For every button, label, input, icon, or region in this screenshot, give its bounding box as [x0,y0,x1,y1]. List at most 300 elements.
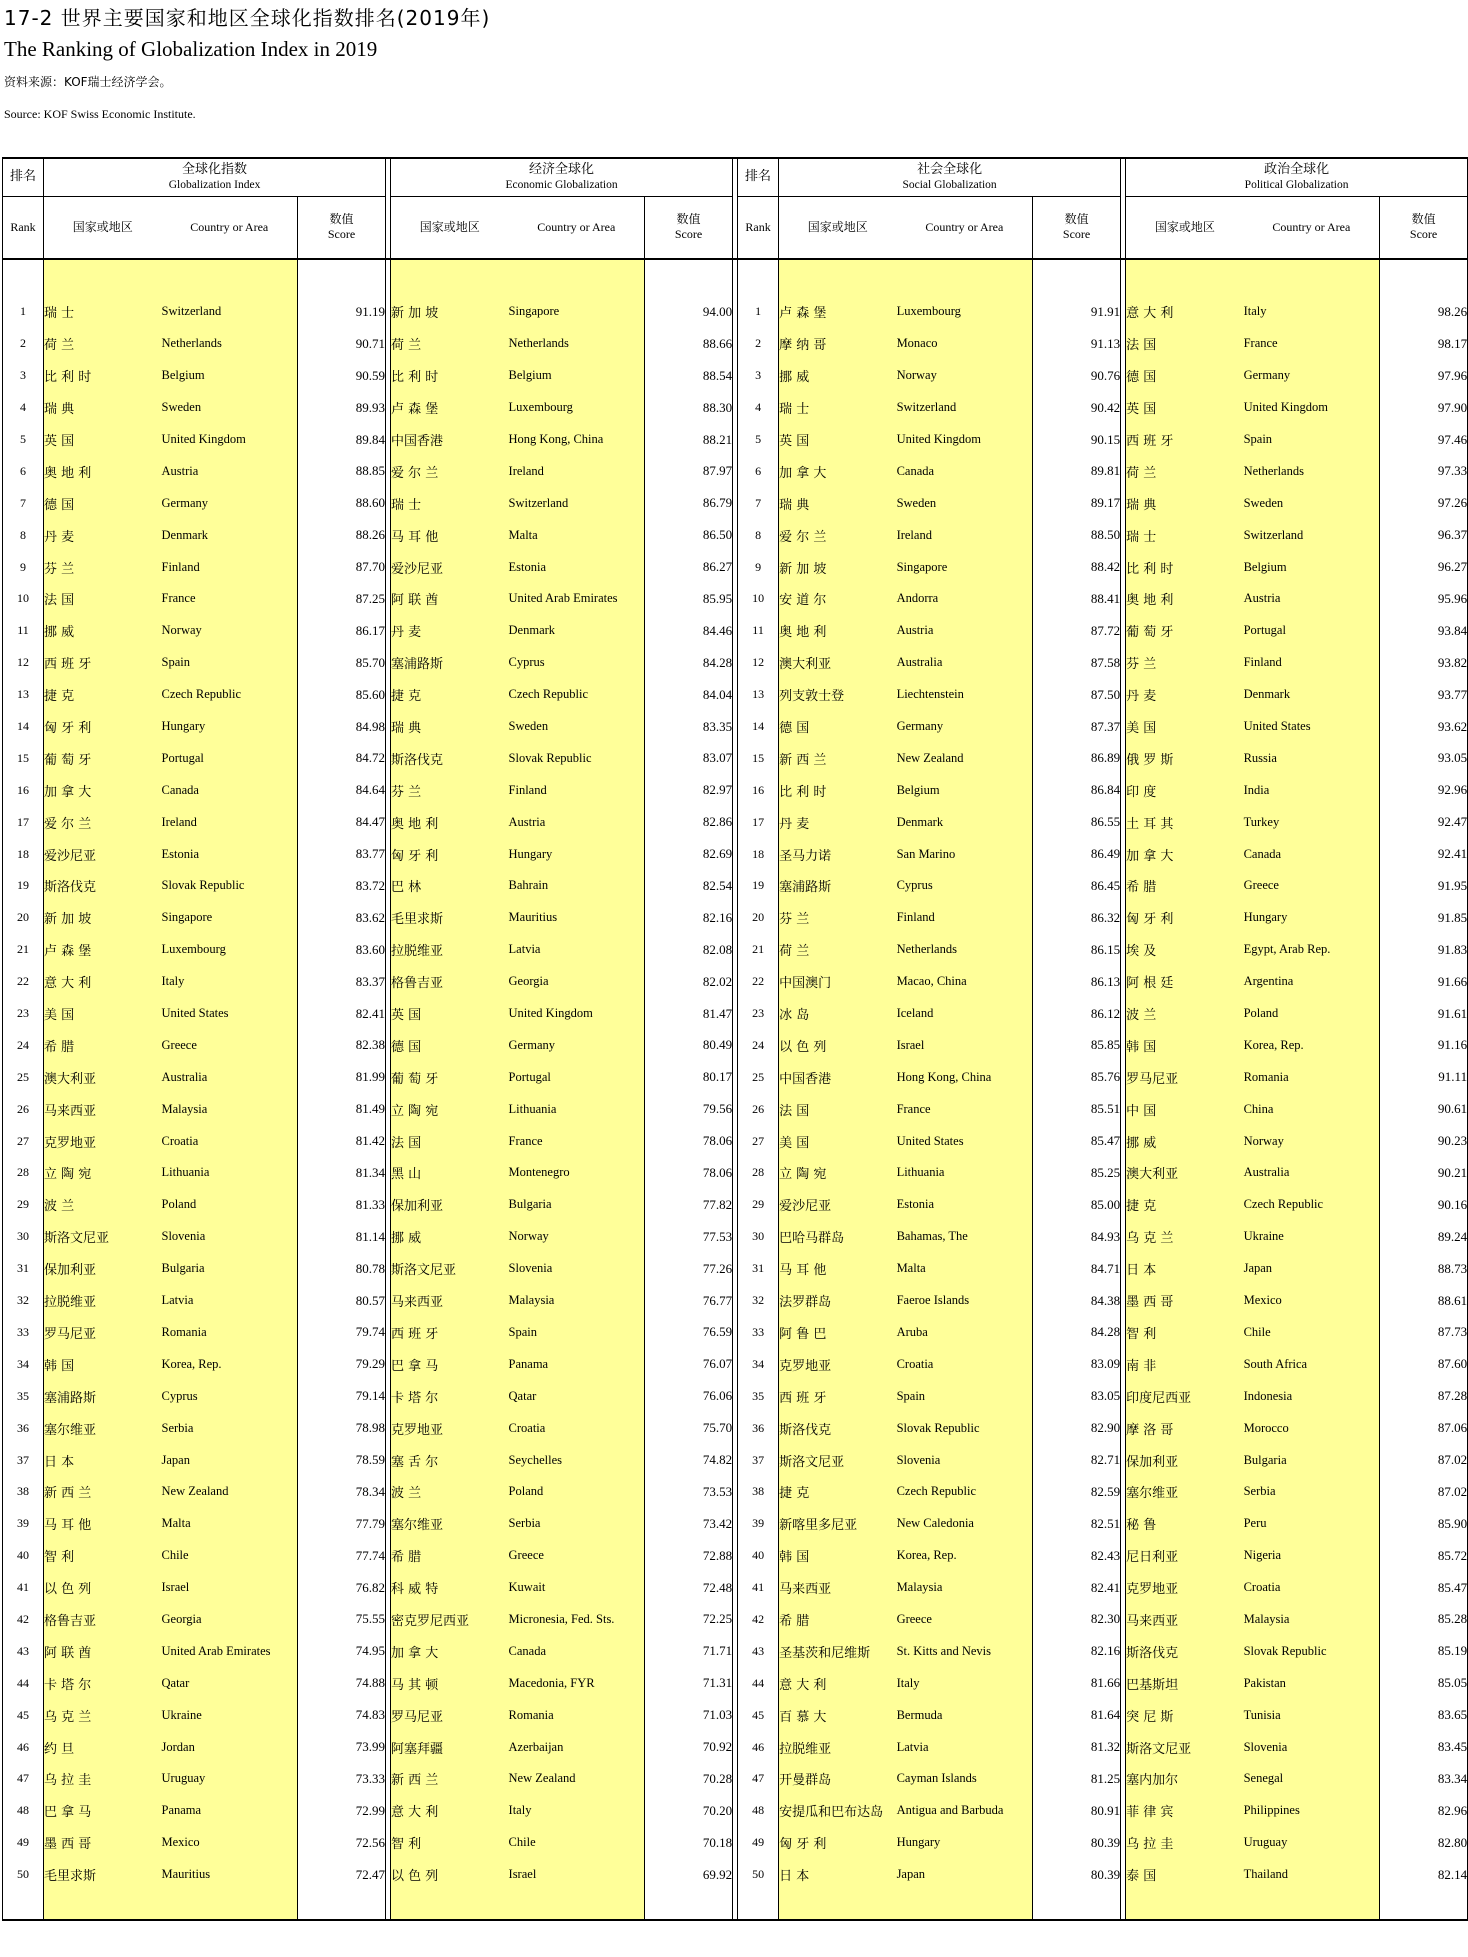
country-en-cell: Luxembourg [509,392,645,424]
country-en-cell: Antigua and Barbuda [897,1795,1033,1827]
country-cn-cell: 马来西亚 [391,1285,509,1317]
country-en-cell: Slovak Republic [509,742,645,774]
table-row [3,1061,1468,1093]
country-cn-cell: 斯洛文尼亚 [44,1221,162,1253]
country-en-cell: Italy [897,1667,1033,1699]
country-en-cell: France [1244,328,1380,360]
country-cn-cell: 斯洛伐克 [391,742,509,774]
score-cell: 88.54 [645,360,733,392]
country-cn-cell: 墨 西 哥 [44,1827,162,1859]
score-cell: 86.55 [1033,806,1121,838]
country-cn-cell: 匈 牙 利 [1126,902,1244,934]
rank-cell: 50 [738,1859,779,1891]
rank-cell: 6 [3,455,44,487]
country-en-cell: Romania [509,1699,645,1731]
score-cell: 86.27 [645,551,733,583]
rank-cell: 15 [738,742,779,774]
score-cell: 87.58 [1033,647,1121,679]
score-cell: 71.03 [645,1699,733,1731]
country-en-cell [162,1891,298,1920]
country-en-cell: Denmark [162,519,298,551]
country-en-cell: Lithuania [897,1157,1033,1189]
country-en-cell: Kuwait [509,1572,645,1604]
score-cell: 84.47 [298,806,386,838]
rank-cell: 27 [3,1125,44,1157]
rank-cell [738,1891,779,1920]
country-header-en: Country or Area [897,196,1033,259]
country-en-cell: Thailand [1244,1859,1380,1891]
score-cell: 77.82 [645,1189,733,1221]
country-cn-cell: 丹 麦 [1126,679,1244,711]
country-cn-cell: 立 陶 宛 [44,1157,162,1189]
score-cell: 88.30 [645,392,733,424]
score-cell: 77.26 [645,1253,733,1285]
country-cn-cell: 德 国 [391,1029,509,1061]
country-cn-cell: 圣马力诺 [779,838,897,870]
country-en-cell: Croatia [162,1125,298,1157]
country-en-cell: Netherlands [897,934,1033,966]
country-cn-cell: 意 大 利 [1126,296,1244,328]
table-row [3,998,1468,1030]
country-cn-cell: 格鲁吉亚 [391,966,509,998]
country-en-cell: Hong Kong, China [509,424,645,456]
group-header-economic [391,158,733,196]
country-cn-cell: 斯洛伐克 [779,1412,897,1444]
score-cell: 87.25 [298,583,386,615]
table-row [3,774,1468,806]
score-cell: 69.92 [645,1859,733,1891]
country-en-cell: Poland [162,1189,298,1221]
score-cell: 82.14 [1380,1859,1468,1891]
country-cn-cell: 美 国 [44,998,162,1030]
table-row [3,551,1468,583]
rank-cell: 31 [3,1253,44,1285]
score-cell: 83.09 [1033,1348,1121,1380]
country-cn-cell: 智 利 [44,1540,162,1572]
rank-cell: 48 [3,1795,44,1827]
country-en-cell: Germany [162,487,298,519]
country-header-cn: 国家或地区 [779,196,897,259]
rank-cell: 35 [738,1380,779,1412]
score-cell: 84.72 [298,742,386,774]
country-en-cell: Pakistan [1244,1667,1380,1699]
group-cn: 全球化指数 [182,161,248,177]
score-cell: 86.50 [645,519,733,551]
score-header-cn: 数值 [1064,212,1089,227]
country-cn-cell: 比 利 时 [1126,551,1244,583]
country-cn-cell: 卢 森 堡 [779,296,897,328]
country-en-cell: Lithuania [162,1157,298,1189]
country-cn-cell: 意 大 利 [44,966,162,998]
score-cell: 93.77 [1380,679,1468,711]
rank-cell: 35 [3,1380,44,1412]
rank-cell: 20 [3,902,44,934]
rank-cell: 38 [738,1476,779,1508]
country-cn-cell: 匈 牙 利 [44,711,162,743]
rank-cell: 24 [738,1029,779,1061]
country-en-cell: Croatia [509,1412,645,1444]
score-cell: 86.13 [1033,966,1121,998]
country-cn-cell: 匈 牙 利 [779,1827,897,1859]
table-row [3,1827,1468,1859]
rank-cell: 4 [738,392,779,424]
rank-cell: 3 [3,360,44,392]
country-en-cell: Sweden [1244,487,1380,519]
rank-cell: 19 [738,870,779,902]
country-en-cell: Croatia [897,1348,1033,1380]
country-cn-cell: 塞尔维亚 [44,1412,162,1444]
country-en-cell: New Zealand [509,1763,645,1795]
score-cell: 87.02 [1380,1444,1468,1476]
rank-cell: 1 [738,296,779,328]
country-cn-cell: 马 耳 他 [391,519,509,551]
score-cell: 91.66 [1380,966,1468,998]
score-cell: 86.49 [1033,838,1121,870]
score-cell: 78.59 [298,1444,386,1476]
score-cell: 87.70 [298,551,386,583]
score-cell: 74.95 [298,1635,386,1667]
country-en-cell: Cyprus [897,870,1033,902]
score-cell: 90.15 [1033,424,1121,456]
score-cell: 97.26 [1380,487,1468,519]
score-cell: 82.08 [645,934,733,966]
country-cn-cell: 奥 地 利 [1126,583,1244,615]
score-cell: 75.70 [645,1412,733,1444]
country-en-cell: Czech Republic [1244,1189,1380,1221]
rank-header-cn: 排名 [738,158,779,196]
country-cn-cell: 西 班 牙 [1126,424,1244,456]
country-en-cell [1244,259,1380,296]
country-cn-cell: 以 色 列 [779,1029,897,1061]
score-cell: 87.28 [1380,1380,1468,1412]
country-cn-cell: 芬 兰 [44,551,162,583]
country-en-cell: Macao, China [897,966,1033,998]
country-en-cell: Mauritius [162,1859,298,1891]
country-en-cell: Austria [162,455,298,487]
score-cell: 83.07 [645,742,733,774]
score-cell: 90.61 [1380,1093,1468,1125]
country-en-cell: Ireland [897,519,1033,551]
country-en-cell: Faeroe Islands [897,1285,1033,1317]
table-row [3,392,1468,424]
country-cn-cell: 荷 兰 [391,328,509,360]
country-cn-cell: 丹 麦 [391,615,509,647]
score-cell: 72.25 [645,1604,733,1636]
country-cn-cell: 法 国 [44,583,162,615]
country-cn-cell: 埃 及 [1126,934,1244,966]
score-cell: 70.20 [645,1795,733,1827]
score-cell: 77.74 [298,1540,386,1572]
country-en-cell: Japan [162,1444,298,1476]
rank-cell: 5 [738,424,779,456]
score-cell: 83.72 [298,870,386,902]
score-cell: 82.69 [645,838,733,870]
rank-cell: 44 [3,1667,44,1699]
score-cell: 82.54 [645,870,733,902]
country-cn-cell: 法罗群岛 [779,1285,897,1317]
country-cn-cell: 新 西 兰 [779,742,897,774]
rank-cell: 18 [3,838,44,870]
score-cell: 79.14 [298,1380,386,1412]
country-en-cell: Germany [509,1029,645,1061]
score-cell: 84.64 [298,774,386,806]
table-row [3,679,1468,711]
country-cn-cell: 立 陶 宛 [391,1093,509,1125]
score-cell: 88.50 [1033,519,1121,551]
country-cn-cell: 列支敦士登 [779,679,897,711]
rank-cell: 48 [738,1795,779,1827]
country-en-cell: Egypt, Arab Rep. [1244,934,1380,966]
country-en-cell: Denmark [897,806,1033,838]
country-en-cell: Belgium [1244,551,1380,583]
country-en-cell: Serbia [1244,1476,1380,1508]
country-cn-cell: 智 利 [391,1827,509,1859]
rank-cell: 43 [738,1635,779,1667]
country-cn-cell: 波 兰 [1126,998,1244,1030]
country-en-cell: Switzerland [1244,519,1380,551]
country-cn-cell: 瑞 典 [44,392,162,424]
title-en: The Ranking of Globalization Index in 2019 [4,37,378,61]
group-en: Globalization Index [168,179,261,192]
score-cell: 83.60 [298,934,386,966]
score-cell [298,1891,386,1920]
rank-cell: 26 [738,1093,779,1125]
rank-header-en: Rank [3,196,44,259]
rank-cell: 49 [3,1827,44,1859]
rank-cell: 13 [738,679,779,711]
rank-cell: 20 [738,902,779,934]
country-cn-cell: 新 加 坡 [779,551,897,583]
country-cn-cell: 斯洛文尼亚 [1126,1731,1244,1763]
score-cell: 97.33 [1380,455,1468,487]
score-cell: 85.19 [1380,1635,1468,1667]
country-cn-cell: 澳大利亚 [44,1061,162,1093]
score-cell: 92.96 [1380,774,1468,806]
score-cell: 86.79 [645,487,733,519]
score-cell: 71.31 [645,1667,733,1699]
country-cn-cell: 芬 兰 [1126,647,1244,679]
rank-cell: 7 [738,487,779,519]
rank-cell: 22 [3,966,44,998]
group-en: Economic Globalization [505,179,618,192]
country-cn-cell: 美 国 [1126,711,1244,743]
country-cn-cell: 乌 克 兰 [44,1699,162,1731]
country-en-cell: Malaysia [897,1572,1033,1604]
rank-cell: 23 [3,998,44,1030]
country-cn-cell: 突 尼 斯 [1126,1699,1244,1731]
country-en-cell: Poland [509,1476,645,1508]
country-en-cell: Nigeria [1244,1540,1380,1572]
country-cn-cell: 葡 萄 牙 [391,1061,509,1093]
score-cell: 85.51 [1033,1093,1121,1125]
table-row [3,934,1468,966]
rank-cell: 6 [738,455,779,487]
table-row [3,742,1468,774]
rank-cell: 37 [738,1444,779,1476]
country-en-cell: Malta [509,519,645,551]
country-en-cell: United Kingdom [897,424,1033,456]
country-cn-cell: 斯洛文尼亚 [779,1444,897,1476]
country-cn-cell: 卡 塔 尔 [44,1667,162,1699]
country-en-cell: Jordan [162,1731,298,1763]
rank-cell: 47 [738,1763,779,1795]
rank-cell: 13 [3,679,44,711]
country-cn-cell [44,1891,162,1920]
score-cell: 89.93 [298,392,386,424]
table-row [3,1795,1468,1827]
table-row [3,424,1468,456]
score-cell: 93.62 [1380,711,1468,743]
score-cell: 78.06 [645,1157,733,1189]
country-cn-cell: 巴基斯坦 [1126,1667,1244,1699]
score-cell: 91.16 [1380,1029,1468,1061]
rank-cell: 8 [738,519,779,551]
country-cn-cell: 印 度 [1126,774,1244,806]
country-cn-cell: 瑞 典 [391,711,509,743]
score-cell: 72.48 [645,1572,733,1604]
country-cn-cell: 韩 国 [44,1348,162,1380]
country-en-cell: Norway [509,1221,645,1253]
rank-cell: 4 [3,392,44,424]
country-cn-cell: 罗马尼亚 [44,1317,162,1349]
rank-cell: 45 [3,1699,44,1731]
score-cell: 81.49 [298,1093,386,1125]
rank-cell: 16 [738,774,779,806]
rank-cell: 23 [738,998,779,1030]
country-cn-cell: 德 国 [1126,360,1244,392]
country-cn-cell: 巴哈马群岛 [779,1221,897,1253]
table-body [3,259,1468,1920]
country-cn-cell: 摩 洛 哥 [1126,1412,1244,1444]
country-en-cell: Bulgaria [162,1253,298,1285]
country-header-cn: 国家或地区 [1126,196,1244,259]
country-cn-cell: 爱 尔 兰 [779,519,897,551]
score-cell: 71.71 [645,1635,733,1667]
country-en-cell: Serbia [509,1508,645,1540]
country-en-cell: United Kingdom [1244,392,1380,424]
score-cell: 96.37 [1380,519,1468,551]
group-cn: 经济全球化 [529,161,595,177]
score-cell: 88.26 [298,519,386,551]
rank-header-cn: 排名 [3,158,44,196]
rank-cell: 25 [738,1061,779,1093]
score-header-en: Score [1062,227,1091,242]
rank-cell: 30 [3,1221,44,1253]
country-cn-cell: 巴 拿 马 [391,1348,509,1380]
score-cell: 87.60 [1380,1348,1468,1380]
score-cell: 83.45 [1380,1731,1468,1763]
country-en-cell: Belgium [162,360,298,392]
score-cell: 82.71 [1033,1444,1121,1476]
score-cell: 79.74 [298,1317,386,1349]
score-cell: 87.06 [1380,1412,1468,1444]
country-en-cell: Bermuda [897,1699,1033,1731]
source-cn: 资料来源：KOF瑞士经济学会。 [4,75,172,89]
country-cn-cell: 瑞 典 [779,487,897,519]
table-row [3,1253,1468,1285]
country-en-cell: South Africa [1244,1348,1380,1380]
country-cn-cell: 德 国 [779,711,897,743]
score-cell: 84.38 [1033,1285,1121,1317]
score-cell [1033,1891,1121,1920]
country-cn-cell: 瑞 士 [391,487,509,519]
country-en-cell: Austria [1244,583,1380,615]
country-en-cell: Ireland [509,455,645,487]
score-cell: 86.12 [1033,998,1121,1030]
country-cn-cell: 塞浦路斯 [44,1380,162,1412]
rank-cell: 15 [3,742,44,774]
table-row [3,1508,1468,1540]
country-en-cell: Spain [509,1317,645,1349]
score-cell: 85.72 [1380,1540,1468,1572]
score-cell: 88.42 [1033,551,1121,583]
country-en-cell [1244,1891,1380,1920]
table-row [3,1221,1468,1253]
country-cn-cell [391,1891,509,1920]
country-en-cell: Bahrain [509,870,645,902]
country-cn-cell: 乌 拉 圭 [1126,1827,1244,1859]
rank-cell: 17 [3,806,44,838]
score-cell: 87.73 [1380,1317,1468,1349]
score-cell: 85.00 [1033,1189,1121,1221]
country-en-cell: Ukraine [1244,1221,1380,1253]
country-cn-cell: 奥 地 利 [44,455,162,487]
country-en-cell [162,259,298,296]
rank-cell: 1 [3,296,44,328]
country-en-cell: Latvia [162,1285,298,1317]
score-cell: 94.00 [645,296,733,328]
country-en-cell: Slovenia [1244,1731,1380,1763]
country-cn-cell: 立 陶 宛 [779,1157,897,1189]
score-cell: 82.02 [645,966,733,998]
score-cell: 81.47 [645,998,733,1030]
country-en-cell: United Arab Emirates [162,1635,298,1667]
table-row [3,1125,1468,1157]
country-cn-cell: 南 非 [1126,1348,1244,1380]
rank-cell: 19 [3,870,44,902]
end-row [3,1891,1468,1920]
country-cn-cell: 秘 鲁 [1126,1508,1244,1540]
country-en-cell: Slovenia [509,1253,645,1285]
rank-header-en: Rank [738,196,779,259]
rank-cell: 2 [738,328,779,360]
country-en-cell: France [897,1093,1033,1125]
rank-cell: 34 [3,1348,44,1380]
country-cn-cell: 塞 舌 尔 [391,1444,509,1476]
score-cell [1380,1891,1468,1920]
country-en-cell: Australia [1244,1157,1380,1189]
score-cell: 90.21 [1380,1157,1468,1189]
score-cell: 84.93 [1033,1221,1121,1253]
country-cn-cell: 爱沙尼亚 [779,1189,897,1221]
country-cn-cell [44,259,162,296]
score-cell: 88.21 [645,424,733,456]
country-cn-cell: 法 国 [1126,328,1244,360]
country-en-cell: Montenegro [509,1157,645,1189]
table-row [3,870,1468,902]
table-row [3,1763,1468,1795]
table-row [3,1380,1468,1412]
score-cell: 88.61 [1380,1285,1468,1317]
country-cn-cell [391,259,509,296]
country-cn-cell: 韩 国 [1126,1029,1244,1061]
score-cell: 86.17 [298,615,386,647]
country-cn-cell: 菲 律 宾 [1126,1795,1244,1827]
table-row [3,1476,1468,1508]
group-header-social [779,158,1121,196]
score-cell: 81.25 [1033,1763,1121,1795]
rank-cell: 25 [3,1061,44,1093]
